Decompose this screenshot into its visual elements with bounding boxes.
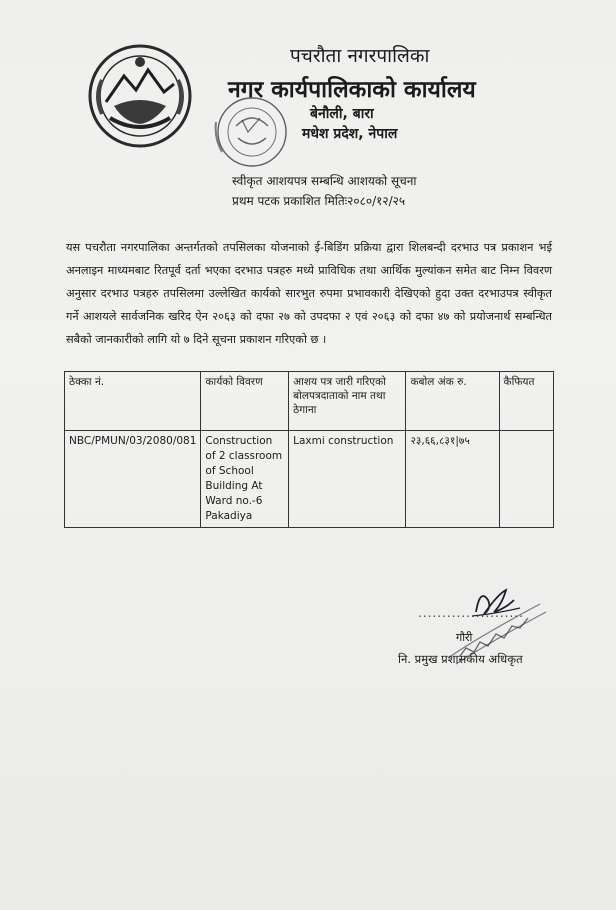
municipality-name: पचरौता नगरपालिका bbox=[290, 45, 430, 67]
header-remarks: कैफियत bbox=[499, 372, 553, 431]
cell-bidder: Laxmi construction bbox=[289, 431, 406, 528]
cell-remarks bbox=[499, 431, 553, 528]
cell-description: Construction of 2 classroom of School Building At Ward no.-6 Pakadiya bbox=[201, 431, 289, 528]
office-location: बेनौली, बारा bbox=[310, 106, 374, 122]
header-description: कार्यको विवरण bbox=[201, 372, 289, 431]
cell-amount: २३,६६,८३१|७५ bbox=[406, 431, 499, 528]
office-stamp bbox=[208, 92, 318, 170]
government-emblem bbox=[84, 40, 196, 152]
notice-title: स्वीकृत आशयपत्र सम्बन्धि आशयको सूचना bbox=[232, 174, 417, 188]
signatory-title: नि. प्रमुख प्रशासकीय अधिकृत bbox=[398, 652, 523, 666]
cell-contract-no: NBC/PMUN/03/2080/081 bbox=[65, 431, 201, 528]
header-contract-no: ठेक्का नं. bbox=[65, 372, 201, 431]
header-amount: कबोल अंक रु. bbox=[406, 372, 499, 431]
table-row bbox=[65, 431, 554, 528]
table-header-row bbox=[65, 372, 554, 431]
header-bidder: आशय पत्र जारी गरिएको बोलपत्रदाताको नाम तथा ठेगाना bbox=[289, 372, 406, 431]
province-line: मधेश प्रदेश, नेपाल bbox=[302, 126, 398, 142]
office-title: नगर कार्यपालिकाको कार्यालय bbox=[228, 77, 476, 103]
notice-body: यस पचरौता नगरपालिका अन्तर्गतको तपसिलका योजनाको ई-बिडिंग प्रक्रिया द्वारा शिलबन्दी दरभाउ पत्र प्रकाशन भई अनलाइन माध्यमबाट रितपूर्व दर्ता भएका दरभाउ पत्रहरु मध्ये प्राविधिक तथा आर्थिक मुल्यांकन समेत बाट निम्न विवरण अनुसार दरभाउ पत्रहरु तपसिलमा उल्लेखित कार्यको सारभुत रुपमा प्रभावकारी देखिएको हुदा उक्त दरभाउपत्र स्वीकृत गर्ने आशयले सार्वजनिक खरिद ऐन २०६३ को दफा २७ को उपदफा २ एवं २०६३ को दफा ४७ को प्रयोजनार्थ सम्बन्धित सबैको जानकारीको लागि यो ७ दिने सूचना प्रकाशन गरिएको छ । bbox=[66, 241, 552, 346]
contract-table bbox=[64, 371, 554, 528]
first-published-date: प्रथम पटक प्रकाशित मितिः२०८०/१२/२५ bbox=[232, 194, 406, 208]
signature-line: ...................... bbox=[418, 606, 524, 620]
signatory-name: गौरी bbox=[456, 631, 473, 644]
